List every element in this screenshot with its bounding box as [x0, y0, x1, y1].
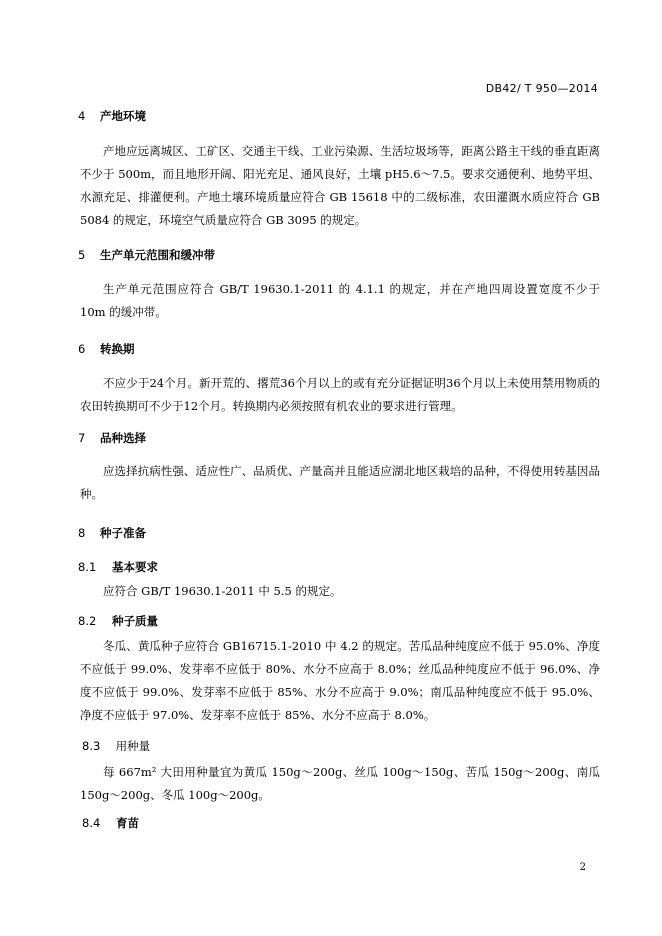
section-title: 用种量 [115, 739, 151, 753]
section-title: 种子质量 [112, 614, 159, 628]
section-number: 8.3 [82, 739, 101, 753]
section-title: 产地环境 [100, 109, 147, 123]
section-text-8-2: 冬瓜、黄瓜种子应符合 GB16715.1-2010 中 4.2 的规定。苦瓜品种纯度应不低于 95.0%、净度不应低于 99.0%、发芽率不应低于 80%、水分不应高于 8.0%；丝瓜品种纯度应不低于 96.0%、净度不应低于 99.0%、发芽率不应低于 85%、水分不应高于 9.0%；南瓜品种纯度应不低于 95.0%、净度不应低于 97.0%、发芽率不应低于 85%、水分不应高于 8.0%。 [80, 639, 600, 722]
section-number: 8.1 [78, 560, 97, 574]
section-title: 转换期 [100, 342, 135, 356]
section-heading-4 [78, 108, 146, 124]
section-number: 8.2 [78, 614, 97, 628]
section-heading-8-4 [82, 815, 139, 831]
section-text-8-3: 每 667m² 大田用种量宜为黄瓜 150g～200g、丝瓜 100g～150g、苦瓜 150g～200g、南瓜 150g～200g、冬瓜 100g～200g。 [80, 765, 600, 802]
section-number: 5 [78, 248, 86, 262]
section-text-8-1: 应符合 GB/T 19630.1-2011 中 5.5 的规定。 [103, 584, 342, 598]
section-heading-8 [78, 525, 146, 541]
section-title: 基本要求 [112, 560, 159, 574]
section-text-7: 应选择抗病性强、适应性广、品质优、产量高并且能适应湖北地区栽培的品种，不得使用转基因品种。 [80, 464, 600, 501]
section-heading-5 [78, 247, 215, 263]
section-number: 7 [78, 431, 86, 445]
section-heading-8-2 [78, 613, 158, 629]
section-heading-7 [78, 430, 146, 446]
page-number: 2 [579, 862, 586, 873]
section-number: 6 [78, 342, 86, 356]
section-number: 4 [78, 109, 86, 123]
section-heading-8-3 [82, 738, 150, 754]
section-number: 8 [78, 526, 86, 540]
section-heading-6 [78, 341, 135, 357]
section-text-5: 生产单元范围应符合 GB/T 19630.1-2011 的 4.1.1 的规定，并在产地四周设置宽度不少于 10m 的缓冲带。 [80, 282, 600, 319]
section-title: 生产单元范围和缓冲带 [100, 248, 216, 262]
section-text-6: 不应少于24个月。新开荒的、撂荒36个月以上的或有充分证据证明36个月以上未使用禁用物质的农田转换期可不少于12个月。转换期内必须按照有机农业的要求进行管理。 [80, 376, 600, 413]
document-code: DB42/ T 950—2014 [485, 82, 598, 95]
section-heading-8-1 [78, 559, 158, 575]
section-title: 育苗 [116, 816, 140, 830]
section-number: 8.4 [82, 816, 101, 830]
section-title: 品种选择 [100, 431, 147, 445]
section-text-4: 产地应远离城区、工矿区、交通主干线、工业污染源、生活垃圾场等，距离公路主干线的垂直距离不少于 500m，而且地形开阔、阳光充足、通风良好，土壤 pH5.6～7.5。要求交通便利、地势平坦、水源充足、排灌便利。产地土壤环境质量应符合 GB 15618 中的二级标准，农田灌溉水质应符合 GB 5084 的规定，环境空气质量应符合 GB 3095 的规定。 [80, 144, 600, 227]
section-title: 种子准备 [100, 526, 147, 540]
